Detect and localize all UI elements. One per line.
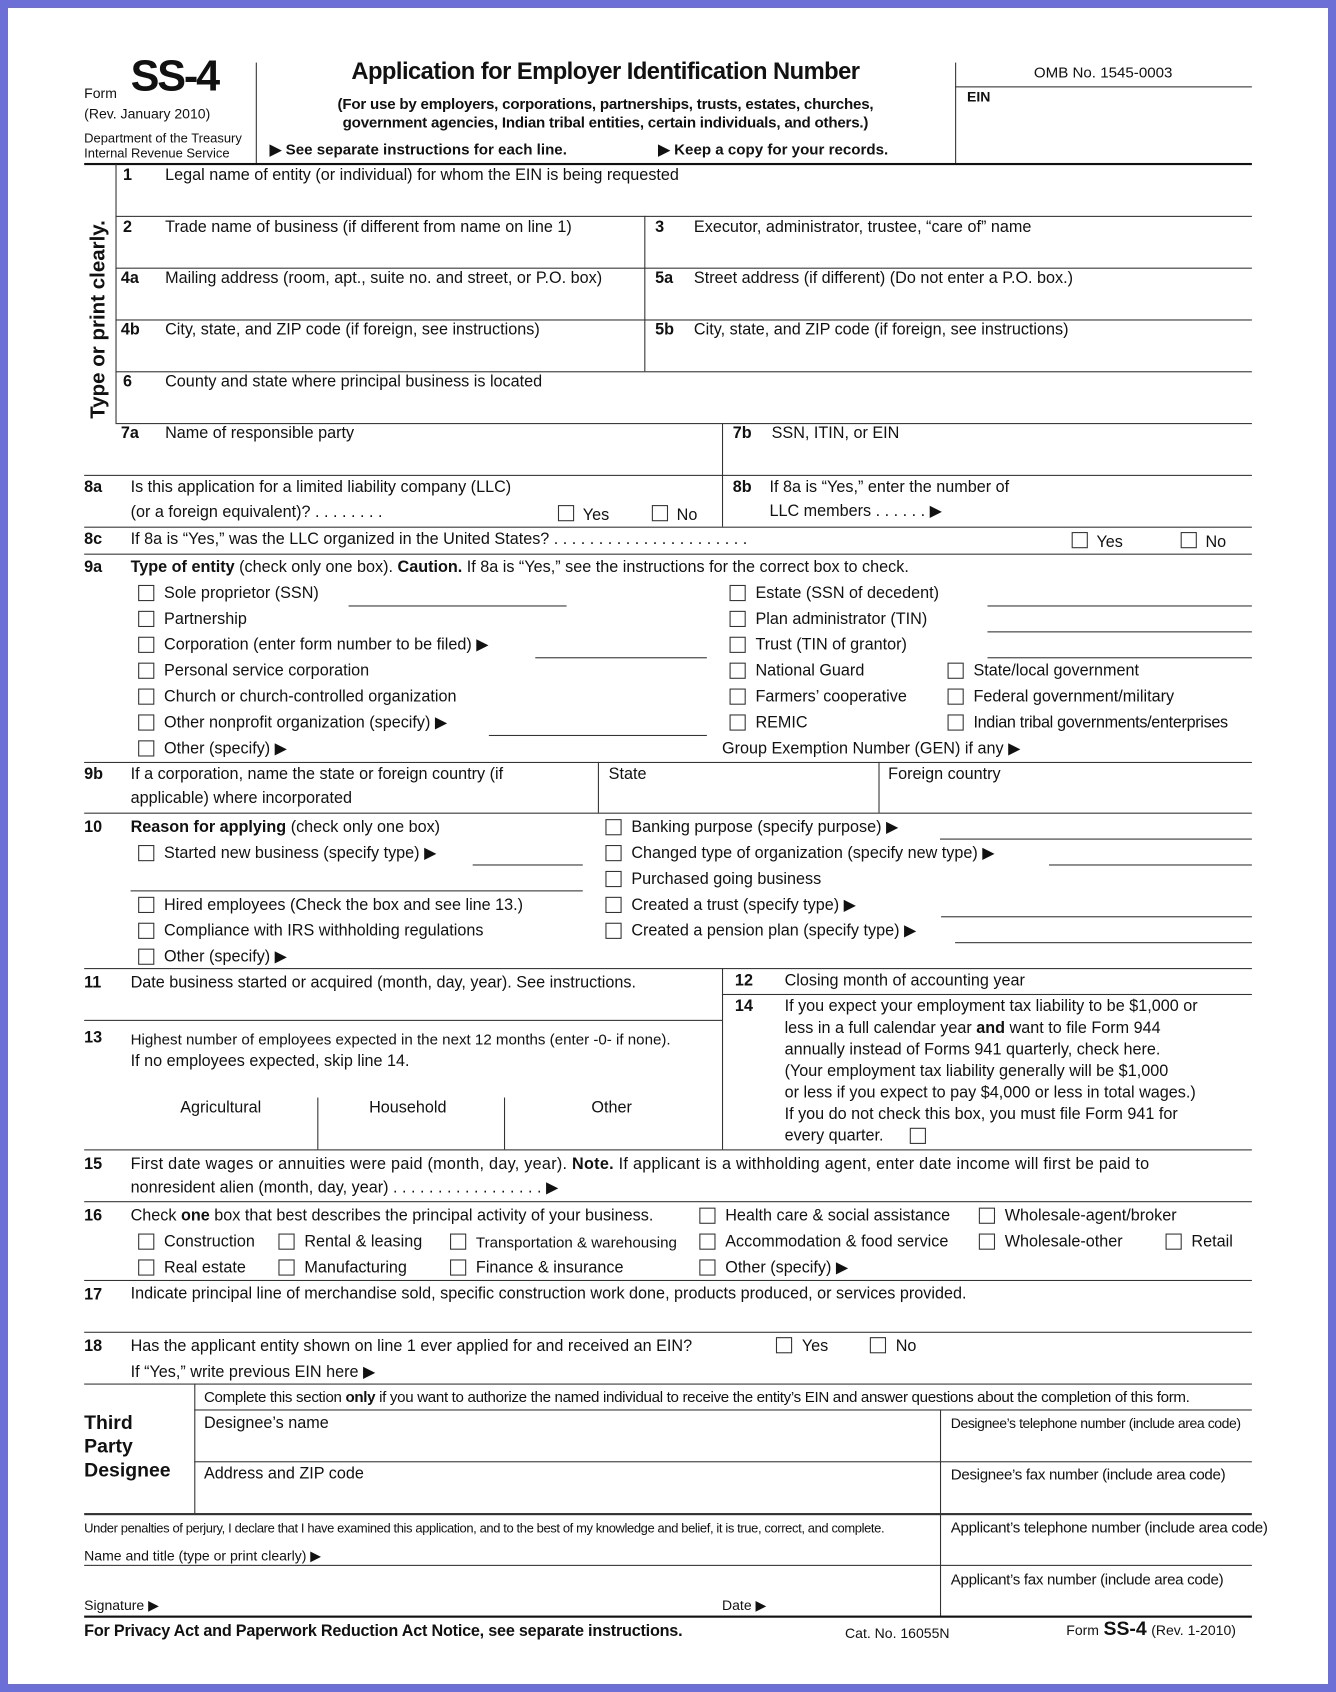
activity-checkbox[interactable] <box>1166 1234 1182 1250</box>
activity-option: Rental & leasing <box>304 1232 423 1251</box>
activity-checkbox[interactable] <box>979 1208 995 1224</box>
divider <box>84 1616 1252 1618</box>
activity-checkbox[interactable] <box>979 1234 995 1250</box>
yes-label: Yes <box>1096 533 1123 552</box>
fill-line[interactable] <box>131 890 583 891</box>
activity-checkbox[interactable] <box>278 1234 294 1250</box>
text: want to file Form 944 <box>1005 1018 1161 1038</box>
activity-checkbox[interactable] <box>450 1234 466 1250</box>
city-state-zip-field[interactable]: City, state, and ZIP code (if foreign, see instructions) <box>165 320 540 339</box>
text: First date wages or annuities were paid (month, day, year). <box>130 1154 573 1174</box>
other-employees-field[interactable]: Other <box>591 1098 632 1117</box>
llc-question: (or a foreign equivalent)? . . . . . . . . <box>130 502 383 522</box>
form-word: Form <box>1066 1622 1099 1639</box>
reason-option: Banking purpose (specify purpose) ▶ <box>631 818 899 837</box>
footer-form-id <box>1066 1619 1236 1641</box>
subtitle: government agencies, Indian tribal entities, certain individuals, and others.) <box>342 113 869 131</box>
applicant-phone-field[interactable]: Applicant’s telephone number (include area code) <box>950 1518 1268 1536</box>
divider <box>84 475 1252 476</box>
entity-option: Corporation (enter form number to be filed) ▶ <box>164 635 489 654</box>
llc-no-checkbox[interactable] <box>652 505 668 521</box>
line-number: 4a <box>120 268 139 288</box>
no-label: No <box>1205 533 1227 552</box>
entity-checkbox[interactable] <box>138 585 154 601</box>
signature-field[interactable]: Signature ▶ <box>84 1597 159 1614</box>
divider <box>598 762 599 813</box>
reason-checkbox[interactable] <box>605 819 621 835</box>
activity-checkbox[interactable] <box>278 1259 294 1275</box>
text-bold: only <box>345 1387 376 1406</box>
line-number: 3 <box>655 217 665 237</box>
reason-checkbox[interactable] <box>138 897 154 913</box>
fill-line[interactable] <box>940 839 1252 840</box>
line-number: 5b <box>655 320 674 339</box>
entity-option: Farmers’ cooperative <box>755 687 907 706</box>
entity-checkbox[interactable] <box>948 689 964 705</box>
entity-checkbox[interactable] <box>138 689 154 705</box>
divider <box>955 86 1252 87</box>
third-party-heading: Third <box>84 1411 133 1434</box>
text: Check <box>130 1206 181 1225</box>
designee-fax-field[interactable]: Designee’s fax number (include area code) <box>950 1465 1226 1483</box>
activity-option: Construction <box>164 1232 255 1251</box>
entity-type-heading <box>131 558 909 577</box>
divider <box>722 994 1252 995</box>
divider <box>317 1098 318 1150</box>
no-label: No <box>676 506 698 525</box>
instructions-note: ▶ See separate instructions for each line. <box>269 140 567 158</box>
prior-ein-question: Has the applicant entity shown on line 1 ever applied for and received an EIN? <box>130 1337 693 1356</box>
divider <box>194 1384 195 1514</box>
entity-checkbox[interactable] <box>730 585 746 601</box>
reason-checkbox[interactable] <box>605 845 621 861</box>
reason-checkbox[interactable] <box>138 949 154 965</box>
divider <box>504 1098 505 1150</box>
entity-checkbox[interactable] <box>138 611 154 627</box>
text: Complete this section <box>203 1387 346 1406</box>
entity-checkbox[interactable] <box>730 689 746 705</box>
gen-field[interactable]: Group Exemption Number (GEN) if any ▶ <box>721 739 1021 758</box>
entity-option: Personal service corporation <box>164 661 370 680</box>
header-rule <box>84 163 1252 165</box>
reason-option: Hired employees (Check the box and see line 13.) <box>164 895 524 915</box>
previous-ein-field[interactable]: If “Yes,” write previous EIN here ▶ <box>130 1363 376 1382</box>
reason-checkbox[interactable] <box>138 845 154 861</box>
third-party-intro <box>204 1387 1190 1406</box>
reason-option: Purchased going business <box>631 869 822 889</box>
foreign-country-field[interactable]: Foreign country <box>888 765 1001 784</box>
line-number: 12 <box>734 971 753 990</box>
street-city-state-zip-field[interactable]: City, state, and ZIP code (if foreign, see instructions) <box>693 320 1069 339</box>
llc-us-yes-checkbox[interactable] <box>1072 532 1088 548</box>
fill-line[interactable] <box>987 631 1251 632</box>
entity-option: Sole proprietor (SSN) <box>164 583 319 603</box>
household-field[interactable]: Household <box>369 1098 447 1117</box>
fill-line[interactable] <box>987 657 1251 658</box>
date-field[interactable]: Date ▶ <box>721 1597 767 1614</box>
line-number: 15 <box>84 1154 103 1174</box>
fill-line[interactable] <box>987 605 1251 606</box>
heading-text: (check only one box) <box>286 818 441 837</box>
form944-text: or less if you expect to pay $4,000 or less in total wages.) <box>784 1083 1196 1102</box>
activity-heading <box>131 1207 654 1226</box>
applicant-fax-field[interactable]: Applicant’s fax number (include area code) <box>950 1570 1224 1588</box>
fill-line[interactable] <box>1049 864 1252 865</box>
divider <box>115 216 1251 217</box>
divider <box>84 1201 1252 1202</box>
no-label: No <box>895 1337 917 1356</box>
privacy-notice: For Privacy Act and Paperwork Reduction Act Notice, see separate instructions. <box>84 1622 683 1641</box>
merchandise-field[interactable]: Indicate principal line of merchandise sold, specific construction work done, products produced, or services provided. <box>130 1284 967 1303</box>
agency: Internal Revenue Service <box>84 145 230 161</box>
text: less in a full calendar year <box>784 1018 977 1038</box>
reason-option: Started new business (specify type) ▶ <box>164 843 437 863</box>
divider <box>115 164 116 423</box>
form944-text <box>785 1019 1161 1038</box>
designee-name-field[interactable]: Designee’s name <box>203 1413 329 1433</box>
form944-text: If you expect your employment tax liability to be $1,000 or <box>784 997 1198 1016</box>
activity-checkbox[interactable] <box>138 1234 154 1250</box>
yes-label: Yes <box>801 1337 829 1356</box>
reason-checkbox[interactable] <box>605 871 621 887</box>
ein-label[interactable]: EIN <box>966 88 991 105</box>
line-number: 10 <box>84 818 103 837</box>
line-number: 17 <box>84 1285 103 1304</box>
legal-name-field[interactable]: Legal name of entity (or individual) for whom the EIN is being requested <box>165 166 679 185</box>
employees-label: Highest number of employees expected in the next 12 months (enter -0- if none). <box>130 1030 671 1048</box>
entity-option: Other (specify) ▶ <box>164 739 288 758</box>
form-number: SS-4 <box>130 52 218 101</box>
divider <box>84 1280 1252 1281</box>
entity-option: Plan administrator (TIN) <box>755 609 928 629</box>
entity-option: Federal government/military <box>973 687 1175 706</box>
divider <box>194 1409 1252 1410</box>
prior-ein-yes-checkbox[interactable] <box>776 1337 792 1353</box>
line-number: 9a <box>84 557 103 577</box>
divider <box>84 1513 1252 1515</box>
reason-option: Changed type of organization (specify new type) ▶ <box>631 843 995 863</box>
entity-option: State/local government <box>973 661 1140 680</box>
entity-option: Indian tribal governments/enterprises <box>973 713 1228 732</box>
divider <box>84 1384 1252 1385</box>
text: If applicant is a withholding agent, enter date income will first be paid to <box>613 1154 1150 1174</box>
line-number: 7b <box>732 424 752 443</box>
third-party-heading: Designee <box>84 1459 171 1481</box>
fill-line[interactable] <box>955 942 1252 943</box>
divider <box>644 216 645 371</box>
divider <box>84 762 1252 763</box>
first-wages-field[interactable]: nonresident alien (month, day, year) . . . . . . . . . . . . . . . . . ▶ <box>130 1178 559 1197</box>
entity-checkbox[interactable] <box>730 637 746 653</box>
closing-month-field[interactable]: Closing month of accounting year <box>784 971 1025 990</box>
entity-checkbox[interactable] <box>730 611 746 627</box>
state-field[interactable]: State <box>608 765 647 784</box>
name-title-field[interactable]: Name and title (type or print clearly) ▶ <box>84 1547 322 1564</box>
entity-checkbox[interactable] <box>138 637 154 653</box>
revision: (Rev. 1-2010) <box>1151 1622 1236 1639</box>
divider <box>84 527 1252 528</box>
mailing-address-field[interactable]: Mailing address (room, apt., suite no. and street, or P.O. box) <box>165 268 603 288</box>
caution-label: Caution. <box>397 557 463 577</box>
reason-option: Compliance with IRS withholding regulations <box>164 921 484 940</box>
reason-option: Other (specify) ▶ <box>164 947 288 966</box>
trade-name-field[interactable]: Trade name of business (if different from name on line 1) <box>165 217 572 237</box>
employees-label: If no employees expected, skip line 14. <box>130 1052 410 1071</box>
copy-note: ▶ Keep a copy for your records. <box>658 140 889 158</box>
divider <box>84 1565 1252 1566</box>
heading-bold: Reason for applying <box>130 818 287 837</box>
county-state-field[interactable]: County and state where principal business is located <box>165 372 543 391</box>
divider <box>955 63 956 164</box>
note-label: Note. <box>572 1154 614 1174</box>
activity-option: Other (specify) ▶ <box>725 1258 849 1277</box>
line-number: 8a <box>84 478 103 497</box>
entity-option: REMIC <box>755 713 808 732</box>
divider <box>84 1332 1252 1333</box>
fill-line[interactable] <box>349 605 567 606</box>
activity-option: Accommodation & food service <box>725 1232 949 1251</box>
reason-checkbox[interactable] <box>138 923 154 939</box>
reason-checkbox[interactable] <box>605 923 621 939</box>
line-number: 1 <box>123 166 133 185</box>
yes-label: Yes <box>582 506 610 525</box>
llc-yes-checkbox[interactable] <box>558 505 574 521</box>
activity-checkbox[interactable] <box>450 1259 466 1275</box>
llc-us-no-checkbox[interactable] <box>1181 532 1197 548</box>
entity-option: Trust (TIN of grantor) <box>755 635 907 654</box>
heading-bold: Type of entity <box>130 557 235 577</box>
activity-option: Finance & insurance <box>475 1258 624 1277</box>
side-label: Type or print clearly. <box>87 220 111 419</box>
form-word: Form <box>84 85 117 102</box>
line-number: 9b <box>84 765 104 784</box>
activity-option: Wholesale-other <box>1004 1232 1123 1251</box>
form944-text: annually instead of Forms 941 quarterly, check here. <box>784 1040 1161 1059</box>
form944-text: (Your employment tax liability generally will be $1,000 <box>784 1061 1169 1081</box>
activity-checkbox[interactable] <box>138 1259 154 1275</box>
form944-checkbox[interactable] <box>910 1128 926 1144</box>
entity-option: Other nonprofit organization (specify) ▶ <box>164 713 448 732</box>
department: Department of the Treasury <box>84 130 242 146</box>
line-number: 16 <box>84 1206 103 1225</box>
line-number: 14 <box>734 997 753 1016</box>
fill-line[interactable] <box>535 657 707 658</box>
entity-checkbox[interactable] <box>948 714 964 730</box>
incorporation-label: applicable) where incorporated <box>130 788 352 808</box>
activity-option: Manufacturing <box>304 1258 407 1277</box>
line-number: 8c <box>84 529 103 549</box>
entity-checkbox[interactable] <box>730 714 746 730</box>
reason-option: Created a trust (specify type) ▶ <box>631 895 857 915</box>
fill-line[interactable] <box>473 864 583 865</box>
text: if you want to authorize the named individual to receive the entity’s EIN and answer questions about the completion of this form. <box>375 1387 1190 1406</box>
fill-line[interactable] <box>489 735 707 736</box>
divider <box>84 813 1252 814</box>
first-wages-label <box>131 1155 1150 1174</box>
divider <box>256 63 257 164</box>
revision: (Rev. January 2010) <box>84 105 211 122</box>
executor-field[interactable]: Executor, administrator, trustee, “care of” name <box>693 217 1032 237</box>
line-number: 8b <box>732 478 752 497</box>
entity-checkbox[interactable] <box>948 663 964 679</box>
entity-option: Church or church-controlled organization <box>164 687 457 706</box>
third-party-heading: Party <box>84 1435 133 1457</box>
llc-members-label: If 8a is “Yes,” enter the number of <box>769 478 1010 497</box>
entity-checkbox[interactable] <box>138 714 154 730</box>
omb-number: OMB No. 1545-0003 <box>1033 63 1173 81</box>
ssn-itin-ein-field[interactable]: SSN, ITIN, or EIN <box>771 424 900 443</box>
fill-line[interactable] <box>941 916 1252 917</box>
llc-us-question: If 8a is “Yes,” was the LLC organized in the United States? . . . . . . . . . . . . . . . . . . . . . . <box>130 529 748 549</box>
form944-text: every quarter. <box>784 1126 884 1146</box>
catalog-number: Cat. No. 16055N <box>845 1625 950 1642</box>
entity-checkbox[interactable] <box>138 663 154 679</box>
activity-option: Real estate <box>164 1258 246 1277</box>
subtitle: (For use by employers, corporations, partnerships, trusts, estates, churches, <box>337 94 874 113</box>
street-address-field[interactable]: Street address (if different) (Do not enter a P.O. box.) <box>693 268 1074 288</box>
activity-option: Transportation & warehousing <box>475 1233 677 1251</box>
activity-checkbox[interactable] <box>699 1208 715 1224</box>
llc-members-field[interactable]: LLC members . . . . . . ▶ <box>769 501 943 521</box>
text-bold: one <box>180 1206 210 1225</box>
divider <box>878 762 879 813</box>
reason-heading <box>131 818 440 837</box>
activity-option: Health care & social assistance <box>725 1206 951 1225</box>
line-number: 11 <box>84 973 102 992</box>
text: box that best describes the principal activity of your business. <box>209 1206 654 1225</box>
heading-text: If 8a is “Yes,” see the instructions for the correct box to check. <box>462 557 909 577</box>
activity-checkbox[interactable] <box>699 1259 715 1275</box>
date-started-field[interactable]: Date business started or acquired (month, day, year). See instructions. <box>130 973 636 992</box>
agricultural-field[interactable]: Agricultural <box>180 1098 262 1117</box>
incorporation-label: If a corporation, name the state or foreign country (if <box>130 765 504 784</box>
divider <box>194 1461 1252 1462</box>
line-number: 5a <box>655 268 674 288</box>
entity-option: Estate (SSN of decedent) <box>755 583 940 603</box>
perjury-statement: Under penalties of perjury, I declare that I have examined this application, and to the best of my knowledge and belief, it is true, correct, and complete. <box>84 1520 885 1536</box>
activity-checkbox[interactable] <box>699 1234 715 1250</box>
prior-ein-no-checkbox[interactable] <box>870 1337 886 1353</box>
form-number: SS-4 <box>1103 1617 1147 1640</box>
entity-option: Partnership <box>164 609 247 629</box>
line-number: 7a <box>120 424 139 443</box>
line-number: 4b <box>120 320 140 339</box>
activity-option: Wholesale-agent/broker <box>1004 1206 1177 1225</box>
line-number: 13 <box>84 1028 103 1047</box>
responsible-party-field[interactable]: Name of responsible party <box>165 424 355 443</box>
designee-phone-field[interactable]: Designee’s telephone number (include area code) <box>950 1414 1241 1432</box>
text-bold: and <box>976 1018 1006 1038</box>
divider <box>722 968 723 1149</box>
reason-checkbox[interactable] <box>605 897 621 913</box>
line-number: 2 <box>123 217 133 237</box>
line-number: 18 <box>84 1337 103 1356</box>
divider <box>84 1020 722 1021</box>
reason-option: Created a pension plan (specify type) ▶ <box>631 921 917 940</box>
entity-checkbox[interactable] <box>730 663 746 679</box>
designee-address-field[interactable]: Address and ZIP code <box>203 1464 364 1483</box>
divider <box>84 554 1252 555</box>
divider <box>84 968 1252 969</box>
heading-text: (check only one box). <box>234 557 398 577</box>
llc-question: Is this application for a limited liability company (LLC) <box>130 478 512 497</box>
entity-option: National Guard <box>755 661 865 680</box>
divider <box>84 1149 1252 1150</box>
form944-text: If you do not check this box, you must file Form 941 for <box>784 1105 1178 1124</box>
entity-checkbox[interactable] <box>138 740 154 756</box>
activity-option: Retail <box>1191 1232 1233 1251</box>
page-title: Application for Employer Identification Number <box>351 57 860 85</box>
line-number: 6 <box>123 372 133 391</box>
